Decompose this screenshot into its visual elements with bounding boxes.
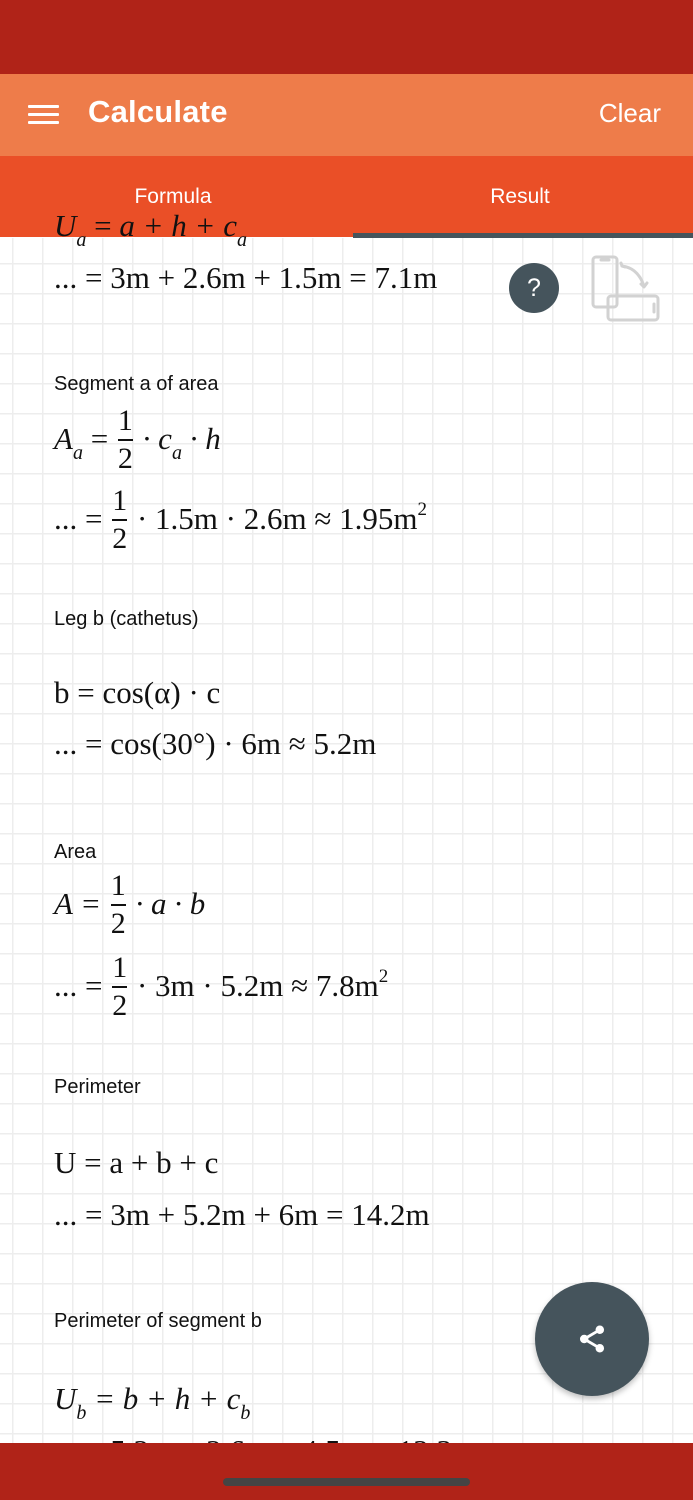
segment-a-area-formula: $A_a$ = $\frac{1}{2}$ · $c_a \cdot h$ xyxy=(54,404,221,475)
segment-a-area-calc: ... = $\frac{1}{2}$ · $1.5m \cdot 2.6m \approx 1.95m^2$ xyxy=(54,484,427,555)
navigation-bar xyxy=(0,1443,693,1500)
help-button[interactable] xyxy=(509,263,559,313)
hamburger-menu-icon[interactable] xyxy=(28,105,59,125)
leg-b-label: Leg b (cathetus) xyxy=(54,608,199,630)
perimeter-calc: ... = 3m + 5.2m + 6m = 14.2m xyxy=(54,1197,430,1232)
segment-a-area-label: Segment a of area xyxy=(54,373,219,395)
fraction: $\frac{1}{2}$ xyxy=(112,484,128,555)
clear-button[interactable]: Clear xyxy=(598,98,661,128)
area-label: Area xyxy=(54,841,97,863)
tab-result[interactable] xyxy=(347,156,693,237)
segment-a-perimeter-formula: $U_a = a + h + c_a$ xyxy=(54,208,247,251)
segment-b-perimeter-formula: $U_b = b + h + c_b$ xyxy=(54,1381,251,1424)
tab-label: Formula xyxy=(134,184,212,208)
fraction: $\frac{1}{2}$ xyxy=(112,951,128,1022)
tab-label: Result xyxy=(490,184,550,208)
area-formula: A = $\frac{1}{2}$ · a · b xyxy=(54,869,206,940)
status-bar xyxy=(0,0,693,74)
fraction: $\frac{1}{2}$ xyxy=(110,869,126,940)
leg-b-calc: ... = cos(30°) · 6m ≈ 5.2m xyxy=(54,726,377,761)
home-indicator[interactable] xyxy=(223,1478,470,1486)
result-content[interactable] xyxy=(0,208,693,1443)
segment-b-perimeter-label: Perimeter of segment b xyxy=(54,1310,262,1332)
leg-b-formula: b = cos(α) · c xyxy=(54,675,221,710)
segment-a-perimeter-calc: ... = 3m + 2.6m + 1.5m = 7.1m xyxy=(54,260,438,295)
fraction: $\frac{1}{2}$ xyxy=(117,404,133,475)
question-mark-icon: ? xyxy=(527,273,541,302)
share-button[interactable] xyxy=(535,1282,649,1396)
rotate-device-icon[interactable] xyxy=(590,254,662,324)
area-calc: ... = $\frac{1}{2}$ · $3m \cdot 5.2m \approx 7.8m^2$ xyxy=(54,951,389,1022)
perimeter-formula: U = a + b + c xyxy=(54,1145,219,1180)
share-icon xyxy=(575,1322,609,1356)
page-title: Calculate xyxy=(88,94,228,129)
perimeter-label: Perimeter xyxy=(54,1076,141,1098)
